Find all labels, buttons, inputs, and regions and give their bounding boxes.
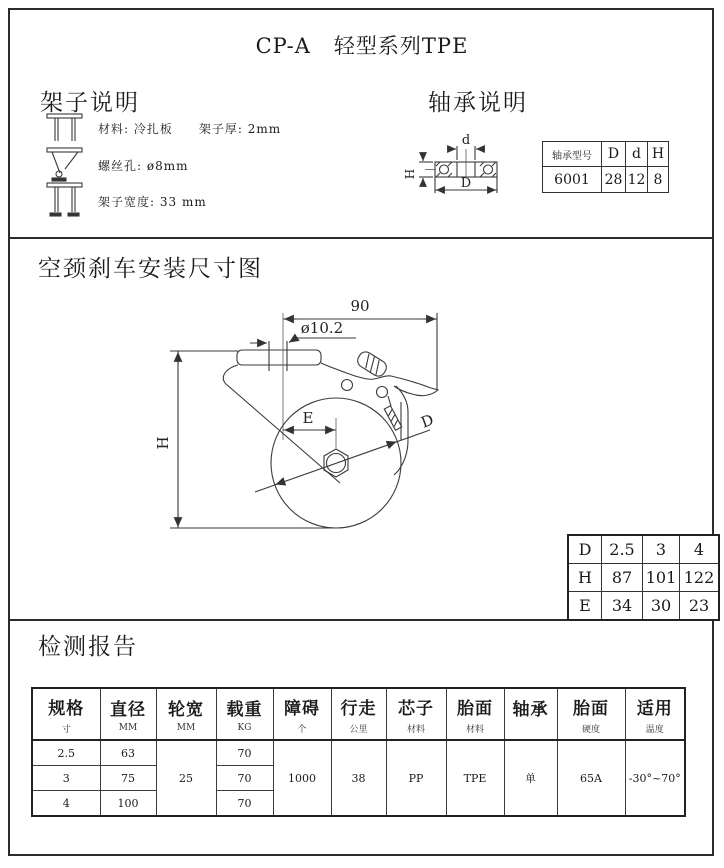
header-cell: 轮宽 MM: [156, 688, 216, 740]
header-cell: 轴承: [504, 688, 557, 740]
table-cell: 100: [100, 791, 156, 817]
dim-D-label: D: [418, 410, 437, 432]
table-cell: 单: [504, 740, 557, 816]
table-cell: 30: [643, 592, 680, 621]
bearing-table: [542, 141, 669, 193]
table-cell: H: [648, 142, 669, 167]
table-cell: 70: [216, 791, 273, 817]
header-cell: 规格 寸: [32, 688, 100, 740]
table-cell: 122: [680, 564, 720, 592]
report-section-heading: 检测报告: [38, 634, 138, 660]
screw-hole-icon: [46, 147, 84, 183]
table-cell: TPE: [446, 740, 504, 816]
dim-hole-label: ø10.2: [300, 319, 344, 337]
table-cell: -30°~70°: [625, 740, 685, 816]
bearing-dim-d-label: d: [461, 133, 471, 148]
table-cell: 2.5: [32, 740, 100, 766]
report-row: [32, 740, 685, 766]
table-cell: E: [568, 592, 602, 621]
frame-section-heading: 架子说明: [40, 90, 140, 116]
table-cell: 25: [156, 740, 216, 816]
frame-item-label: 材料: 冷扎板 架子厚: 2mm: [98, 121, 282, 136]
header-cell: 行走 公里: [331, 688, 386, 740]
section-divider-1: [8, 237, 714, 239]
table-cell: 75: [100, 766, 156, 791]
table-cell: 4: [32, 791, 100, 817]
header-cell: 直径 MM: [100, 688, 156, 740]
table-cell: 63: [100, 740, 156, 766]
dim-width-label: 90: [350, 297, 370, 315]
table-cell: 38: [331, 740, 386, 816]
frame-item-label: 螺丝孔: ø8mm: [98, 158, 189, 173]
dhe-table: [567, 534, 720, 621]
frame-width-icon: [46, 182, 84, 220]
table-cell: 6001: [543, 167, 602, 193]
header-cell: 障碍 个: [273, 688, 331, 740]
table-cell: 轴承型号: [543, 142, 602, 167]
caster-drawing: [150, 290, 490, 550]
drawing-section-heading: 空颈刹车安装尺寸图: [38, 256, 263, 282]
table-cell: D: [602, 142, 626, 167]
header-cell: 适用 温度: [625, 688, 685, 740]
table-cell: PP: [386, 740, 446, 816]
report-header-row: [32, 688, 685, 740]
header-cell: 芯子 材料: [386, 688, 446, 740]
table-cell: 8: [648, 167, 669, 193]
table-cell: H: [568, 564, 602, 592]
table-cell: 3: [32, 766, 100, 791]
bearing-dim-D-label: D: [460, 176, 472, 191]
table-cell: 101: [643, 564, 680, 592]
table-cell: 12: [626, 167, 648, 193]
dim-H-label: H: [154, 436, 172, 450]
page-title: CP-A 轻型系列TPE: [255, 34, 469, 58]
header-cell: 载重 KG: [216, 688, 273, 740]
header-cell: 胎面 材料: [446, 688, 504, 740]
frame-item-width: [46, 182, 233, 220]
table-cell: 28: [602, 167, 626, 193]
table-cell: 1000: [273, 740, 331, 816]
table-cell: 34: [602, 592, 643, 621]
table-cell: 23: [680, 592, 720, 621]
bearing-diagram: [403, 133, 508, 208]
bearing-section-heading: 轴承说明: [428, 90, 528, 116]
header-cell: 胎面 硬度: [557, 688, 625, 740]
dim-E-label: E: [302, 409, 314, 427]
frame-item-screw-hole: [46, 147, 214, 183]
table-cell: 3: [643, 535, 680, 564]
table-cell: 65A: [557, 740, 625, 816]
frame-item-label: 架子宽度: 33 mm: [98, 194, 207, 209]
table-cell: 2.5: [602, 535, 643, 564]
table-cell: d: [626, 142, 648, 167]
frame-top-plate-icon: [46, 113, 84, 143]
table-cell: 4: [680, 535, 720, 564]
frame-item-material: [46, 113, 281, 143]
table-cell: D: [568, 535, 602, 564]
table-cell: 87: [602, 564, 643, 592]
bearing-dim-H-label: H: [403, 168, 417, 180]
report-table: [31, 687, 686, 817]
table-cell: 70: [216, 740, 273, 766]
table-cell: 70: [216, 766, 273, 791]
